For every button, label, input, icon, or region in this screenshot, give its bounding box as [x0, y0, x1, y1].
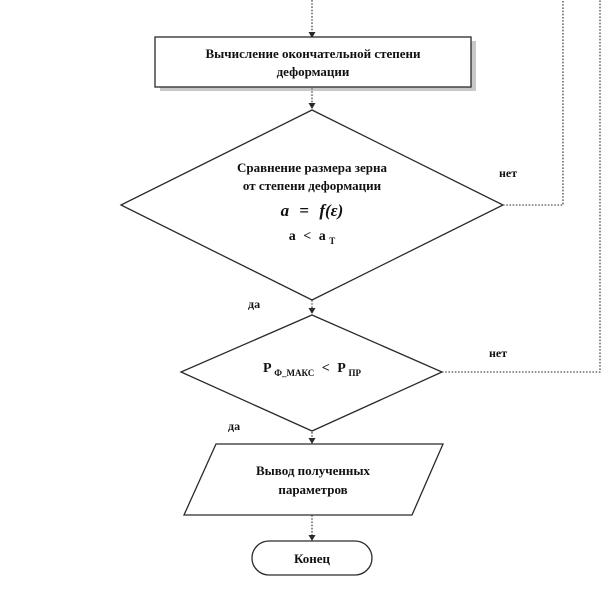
decision-grain-size — [121, 110, 503, 300]
force-p1: P — [262, 361, 271, 376]
grain-condition — [289, 229, 336, 246]
cond-a2: a — [318, 229, 326, 244]
force-p1-sub: Ф_МАКС — [274, 368, 315, 378]
output-label-line1: Вывод полученных — [255, 463, 371, 478]
output-label-line2: параметров — [278, 482, 348, 497]
force-lt: < — [321, 361, 330, 376]
grain-label-line2: от степени деформации — [242, 178, 382, 193]
edge-label-grain-no: нет — [499, 166, 518, 180]
compute-label-line2: деформации — [276, 64, 350, 79]
arrowhead-icon — [309, 438, 316, 444]
compute-label-line1: Вычисление окончательной степени — [205, 46, 421, 61]
formula-rhs: f(ε) — [319, 201, 344, 220]
cond-lt: < — [303, 229, 312, 244]
edge-label-force-yes: да — [228, 419, 241, 433]
cond-a: a — [288, 229, 296, 244]
edge-label-grain-yes: да — [248, 297, 261, 311]
force-p2-sub: ПР — [348, 368, 362, 378]
edge-label-force-no: нет — [489, 346, 508, 360]
io-output-parameters — [184, 444, 443, 515]
end-label: Конец — [293, 551, 331, 566]
arrowhead-icon — [309, 308, 316, 314]
cond-sub: T — [329, 236, 336, 246]
process-compute-deformation — [155, 37, 476, 91]
arrowhead-icon — [309, 103, 316, 109]
decision-force — [181, 315, 442, 431]
force-p2: P — [337, 361, 346, 376]
grain-label-line1: Сравнение размера зерна — [237, 160, 387, 175]
formula-eq: = — [299, 201, 310, 220]
grain-formula — [281, 201, 344, 220]
formula-lhs: a — [280, 201, 290, 220]
terminator-end — [252, 541, 372, 575]
arrowhead-icon — [309, 535, 316, 541]
